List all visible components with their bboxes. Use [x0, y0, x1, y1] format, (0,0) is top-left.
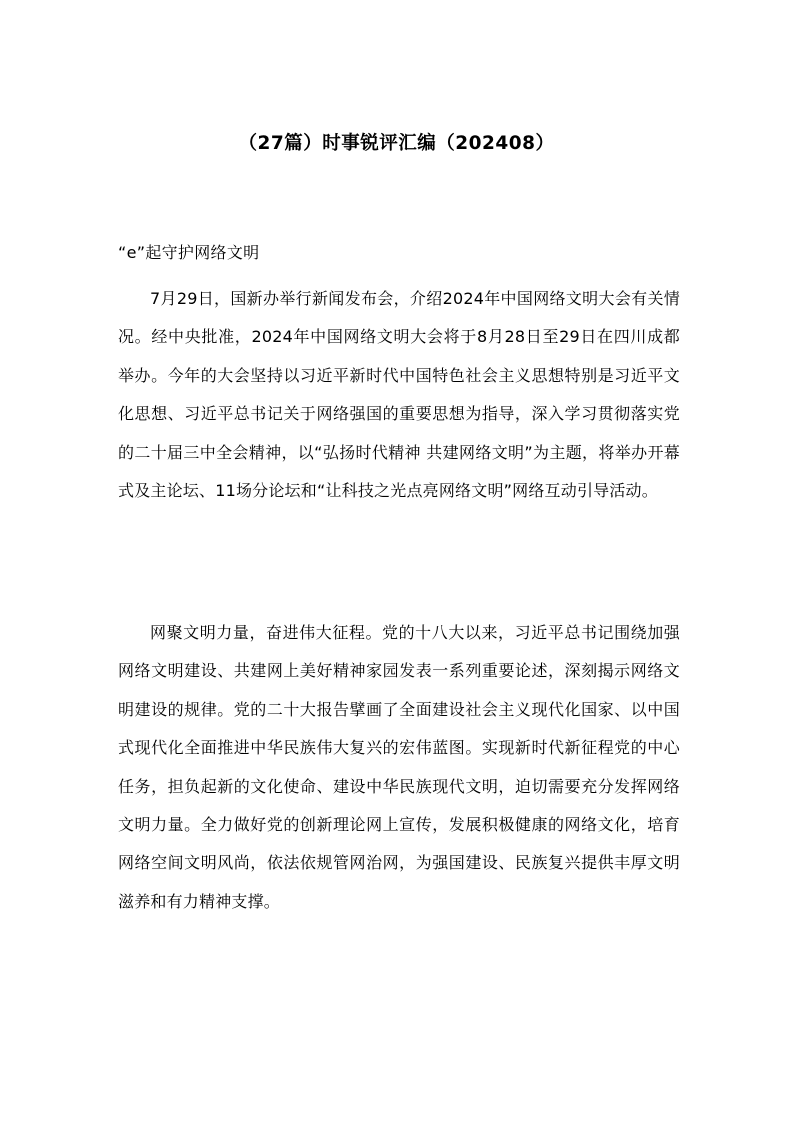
body-paragraph-2: 网聚文明力量，奋进伟大征程。党的十八大以来，习近平总书记围绕加强网络文明建设、共建网上美好精神家园发表一系列重要论述，深刻揭示网络文明建设的规律。党的二十大报告擘画了全面建设社会主义现代化国家、以中国式现代化全面推进中华民族伟大复兴的宏伟蓝图。实现新时代新征程党的中心任务，担负起新的文化使命、建设中华民族现代文明，迫切需要充分发挥网络文明力量。全力做好党的创新理论网上宣传，发展积极健康的网络文化，培育网络空间文明风尚，依法依规管网治网，为强国建设、民族复兴提供丰厚文明滋养和有力精神支撑。: [118, 623, 680, 911]
body-paragraph-1: 7月29日，国新办举行新闻发布会，介绍2024年中国网络文明大会有关情况。经中央批准，2024年中国网络文明大会将于8月28日至29日在四川成都举办。今年的大会坚持以习近平新时代中国特色社会主义思想特别是习近平文化思想、习近平总书记关于网络强国的重要思想为指导，深入学习贯彻落实党的二十届三中全会精神，以“弘扬时代精神 共建网络文明”为主题，将举办开幕式及主论坛、11场分论坛和“让科技之光点亮网络文明”网络互动引导活动。: [118, 289, 680, 501]
section-heading: “e”起守护网络文明: [118, 243, 260, 262]
document-title: （27篇）时事锐评汇编（202408）: [238, 133, 555, 154]
